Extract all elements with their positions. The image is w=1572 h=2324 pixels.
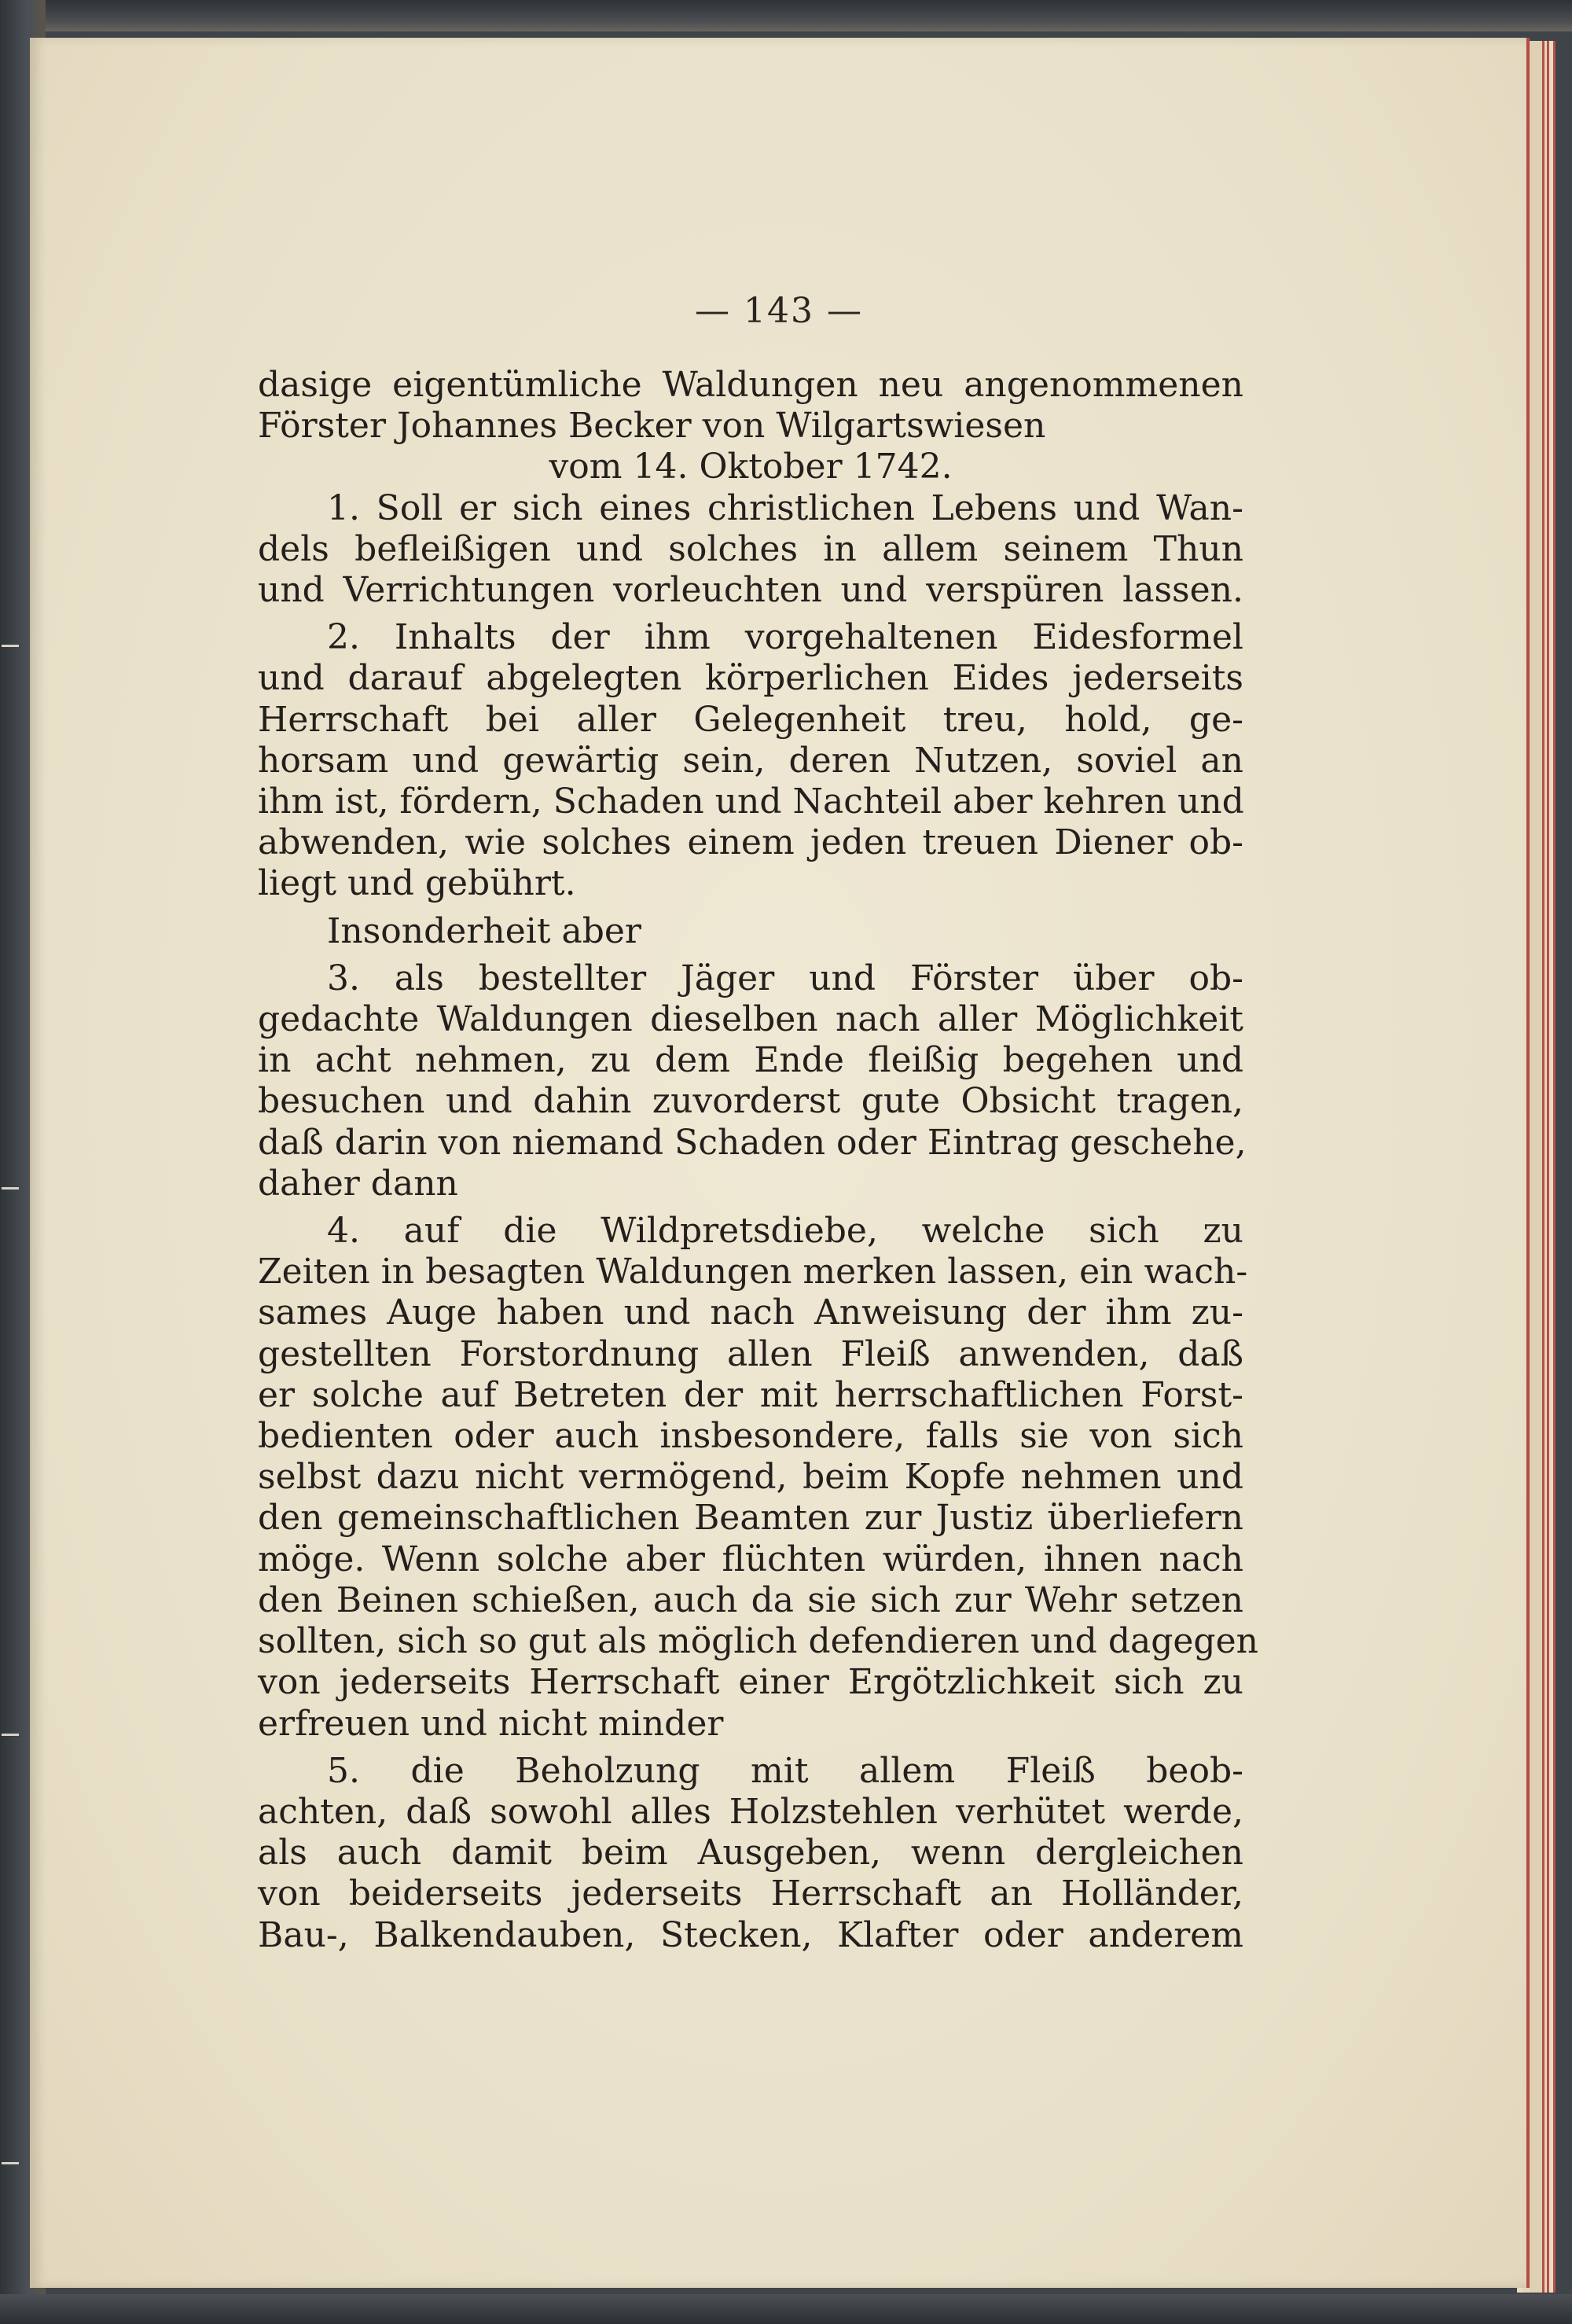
text-line: Herrschaft bei aller Gelegenheit treu, hold, ge- bbox=[258, 699, 1243, 740]
text-line: selbst dazu nicht vermögend, beim Kopfe nehmen und bbox=[258, 1457, 1243, 1498]
text-line: sollten, sich so gut als möglich defendieren und dagegen bbox=[258, 1621, 1258, 1662]
text-line: als auch damit beim Ausgeben, wenn dergleichen bbox=[258, 1833, 1243, 1874]
text-line: daß darin von niemand Schaden oder Eintrag geschehe, bbox=[258, 1122, 1247, 1163]
text-line: ihm ist, fördern, Schaden und Nachteil aber kehren und bbox=[258, 781, 1244, 822]
text-line: den gemeinschaftlichen Beamten zur Justiz überliefern bbox=[258, 1498, 1243, 1539]
text-line: möge. Wenn solche aber flüchten würden, ihnen nach bbox=[258, 1539, 1243, 1579]
text-line: Bau-, Balkendauben, Stecken, Klafter oder anderem bbox=[258, 1914, 1243, 1955]
text-line: Förster Johannes Becker von Wilgartswiesen bbox=[258, 406, 1046, 447]
page-edges bbox=[1530, 41, 1544, 2293]
book-cover-top bbox=[0, 0, 1572, 31]
page-text bbox=[258, 365, 1258, 1956]
text-line: liegt und gebührt. bbox=[258, 863, 576, 904]
book-cover-bottom bbox=[0, 2294, 1572, 2324]
text-line: gedachte Waldungen dieselben nach aller Möglichkeit bbox=[258, 999, 1243, 1040]
text-line: dels befleißigen und solches in allem seinem Thun bbox=[258, 528, 1243, 569]
text-line: in acht nehmen, zu dem Ende fleißig begehen und bbox=[258, 1040, 1243, 1081]
text-line: dasige eigentümliche Waldungen neu angenommenen bbox=[258, 365, 1243, 405]
text-line: achten, daß sowohl alles Holzstehlen verhütet werde, bbox=[258, 1791, 1243, 1832]
margin-mark bbox=[2, 1734, 19, 1736]
text-line: bedienten oder auch insbesondere, falls sie von sich bbox=[258, 1416, 1243, 1457]
margin-mark bbox=[2, 2162, 19, 2164]
text-line: gestellten Forstordnung allen Fleiß anwenden, daß bbox=[258, 1333, 1243, 1374]
text-line: sames Auge haben und nach Anweisung der ihm zu- bbox=[258, 1293, 1243, 1333]
text-line: von beiderseits jederseits Herrschaft an Holländer, bbox=[258, 1874, 1243, 1914]
text-line: besuchen und dahin zuvorderst gute Obsicht tragen, bbox=[258, 1081, 1243, 1122]
text-line: 5. die Beholzung mit allem Fleiß beob- bbox=[327, 1750, 1243, 1791]
margin-mark bbox=[2, 1187, 19, 1190]
book-page bbox=[30, 38, 1530, 2288]
text-line: von jederseits Herrschaft einer Ergötzlichkeit sich zu bbox=[258, 1662, 1243, 1703]
text-line: vom 14. Oktober 1742. bbox=[549, 447, 953, 487]
text-line: und darauf abgelegten körperlichen Eides jederseits bbox=[258, 658, 1243, 699]
text-line: daher dann bbox=[258, 1163, 458, 1204]
text-line: 1. Soll er sich eines christlichen Lebens und Wan- bbox=[327, 487, 1243, 528]
text-line: horsam und gewärtig sein, deren Nutzen, soviel an bbox=[258, 740, 1243, 781]
text-line: Insonderheit aber bbox=[327, 910, 641, 951]
text-line: den Beinen schießen, auch da sie sich zur Wehr setzen bbox=[258, 1579, 1243, 1620]
text-line: und Verrichtungen vorleuchten und verspüren lassen. bbox=[258, 570, 1243, 611]
text-line: abwenden, wie solches einem jeden treuen Diener ob- bbox=[258, 822, 1243, 863]
text-line: 2. Inhalts der ihm vorgehaltenen Eidesformel bbox=[327, 617, 1243, 658]
margin-mark bbox=[2, 645, 19, 647]
text-line: 4. auf die Wildpretsdiebe, welche sich zu bbox=[327, 1211, 1243, 1252]
page-number: — 143 — bbox=[695, 291, 863, 331]
text-line: Zeiten in besagten Waldungen merken lassen, ein wach- bbox=[258, 1252, 1248, 1293]
text-line: erfreuen und nicht minder bbox=[258, 1703, 724, 1744]
text-line: er solche auf Betreten der mit herrschaftlichen Forst- bbox=[258, 1374, 1243, 1415]
text-line: 3. als bestellter Jäger und Förster über ob- bbox=[327, 958, 1243, 998]
